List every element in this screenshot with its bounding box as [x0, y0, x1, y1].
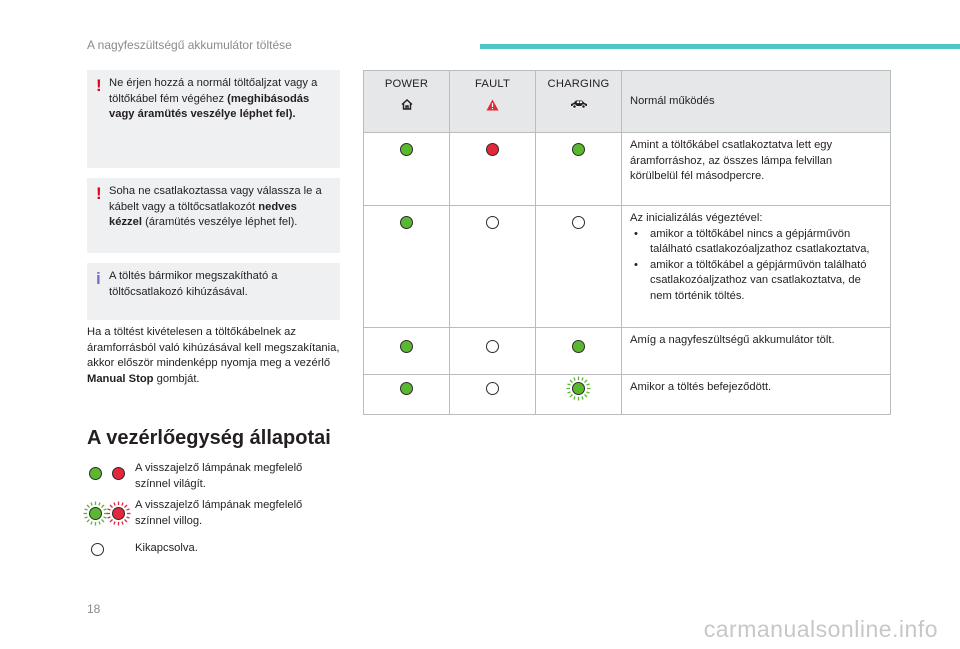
header-fault-label: FAULT: [475, 78, 510, 90]
page-header-title: A nagyfeszültségű akkumulátor töltése: [87, 38, 292, 52]
power-lamp-green: [400, 143, 413, 156]
legend-red-blinking-lamp: [106, 501, 131, 526]
header-power: [364, 71, 450, 133]
table-row: [364, 328, 891, 375]
warning-text-bold: nedves kézzel: [109, 200, 297, 229]
legend-green-lamp: [89, 467, 102, 480]
header-description: Normál működés: [622, 71, 891, 133]
legend-off-text: Kikapcsolva.: [135, 542, 198, 554]
table-row: [364, 206, 891, 328]
charging-lamp-green: [572, 340, 585, 353]
fault-lamp-off: [486, 382, 499, 395]
row-description: [622, 206, 891, 328]
warning-box-metal-contact: [87, 70, 340, 168]
cell-charging: [536, 133, 622, 206]
manual-stop-paragraph: Ha a töltést kivételesen a töltőkábelnek az áramforrásból való kihúzásával kell megszakítania, akkor először mindenképp nyomja meg a vezérlő Manual Stop gombját.: [87, 326, 340, 385]
fault-lamp-red: [486, 143, 499, 156]
row-description: Amikor a töltés befejeződött.: [622, 375, 891, 415]
header-charging-label: CHARGING: [547, 78, 610, 90]
legend-green-blinking-lamp: [83, 501, 108, 526]
header-charging: [536, 71, 622, 133]
cell-fault: [450, 206, 536, 328]
cell-power: [364, 328, 450, 375]
page-number: 18: [87, 602, 101, 616]
legend-off-lamp: [91, 543, 104, 556]
manual-stop-label: Manual Stop: [87, 372, 154, 385]
table-header-row: [364, 71, 891, 133]
warning-text-tail: (áramütés veszélye léphet fel).: [141, 216, 298, 229]
list-item: • amikor a töltőkábel a gépjárművön található csatlakozóaljzathoz van csatlakoztatva, de nem történik töltés.: [630, 258, 882, 305]
cell-fault: [450, 133, 536, 206]
warning-exclamation-icon: !: [96, 184, 102, 203]
list-item: • amikor a töltőkábel nincs a gépjárművön található csatlakozóaljzathoz csatlakoztatva,: [630, 227, 882, 258]
charging-lamp-green: [572, 143, 585, 156]
header-fault: [450, 71, 536, 133]
status-table: [363, 70, 891, 415]
fault-lamp-off: [486, 340, 499, 353]
lamp-core: [572, 382, 585, 395]
cell-power: [364, 375, 450, 415]
charging-lamp-off: [572, 216, 585, 229]
cell-charging: [536, 328, 622, 375]
row-description-lead: Az inicializálás végeztével:: [630, 212, 763, 224]
warning-text: Soha ne csatlakoztassa vagy válassza le a kábelt vagy a töltőcsatlakozót: [109, 185, 322, 213]
warning-text-bold: (meghibásodás vagy áramütés veszélye léphet fel).: [109, 92, 310, 121]
row-description: Amíg a nagyfeszültségű akkumulátor tölt.: [622, 328, 891, 375]
info-icon: i: [96, 269, 101, 288]
power-lamp-green: [400, 216, 413, 229]
power-lamp-green: [400, 340, 413, 353]
fault-lamp-off: [486, 216, 499, 229]
cell-fault: [450, 375, 536, 415]
warning-triangle-icon: [486, 99, 499, 111]
section-title: A vezérlőegység állapotai: [87, 427, 331, 449]
lamp-core: [89, 507, 102, 520]
header-power-label: POWER: [384, 78, 429, 90]
header-accent-bar: [480, 44, 960, 49]
watermark: carmanualsonline.info: [703, 616, 938, 642]
table-row: [364, 375, 891, 415]
row-description: Amint a töltőkábel csatlakoztatva lett egy áramforráshoz, az összes lámpa felvillan körülbelül fél másodpercre.: [622, 133, 891, 206]
cell-power: [364, 133, 450, 206]
info-text: A töltés bármikor megszakítható a töltőcsatlakozó kihúzásával.: [109, 270, 278, 298]
row-description-list: [630, 227, 882, 305]
legend-steady-text: A visszajelző lámpának megfelelő színnel világít.: [135, 462, 303, 490]
cell-charging: [536, 375, 622, 415]
car-icon: [570, 99, 588, 109]
warning-box-wet-hands: [87, 178, 340, 253]
charging-lamp-green-blinking: [566, 376, 591, 401]
info-box-unplug: [87, 263, 340, 320]
cell-charging: [536, 206, 622, 328]
cell-fault: [450, 328, 536, 375]
house-icon: [401, 99, 413, 110]
legend-blinking-text: A visszajelző lámpának megfelelő színnel villog.: [135, 499, 303, 527]
warning-text: Ne érjen hozzá a normál töltőaljzat vagy a töltőkábel fém végéhez: [109, 77, 318, 105]
cell-power: [364, 206, 450, 328]
power-lamp-green: [400, 382, 413, 395]
table-row: [364, 133, 891, 206]
legend-red-lamp: [112, 467, 125, 480]
warning-exclamation-icon: !: [96, 76, 102, 95]
lamp-core: [112, 507, 125, 520]
